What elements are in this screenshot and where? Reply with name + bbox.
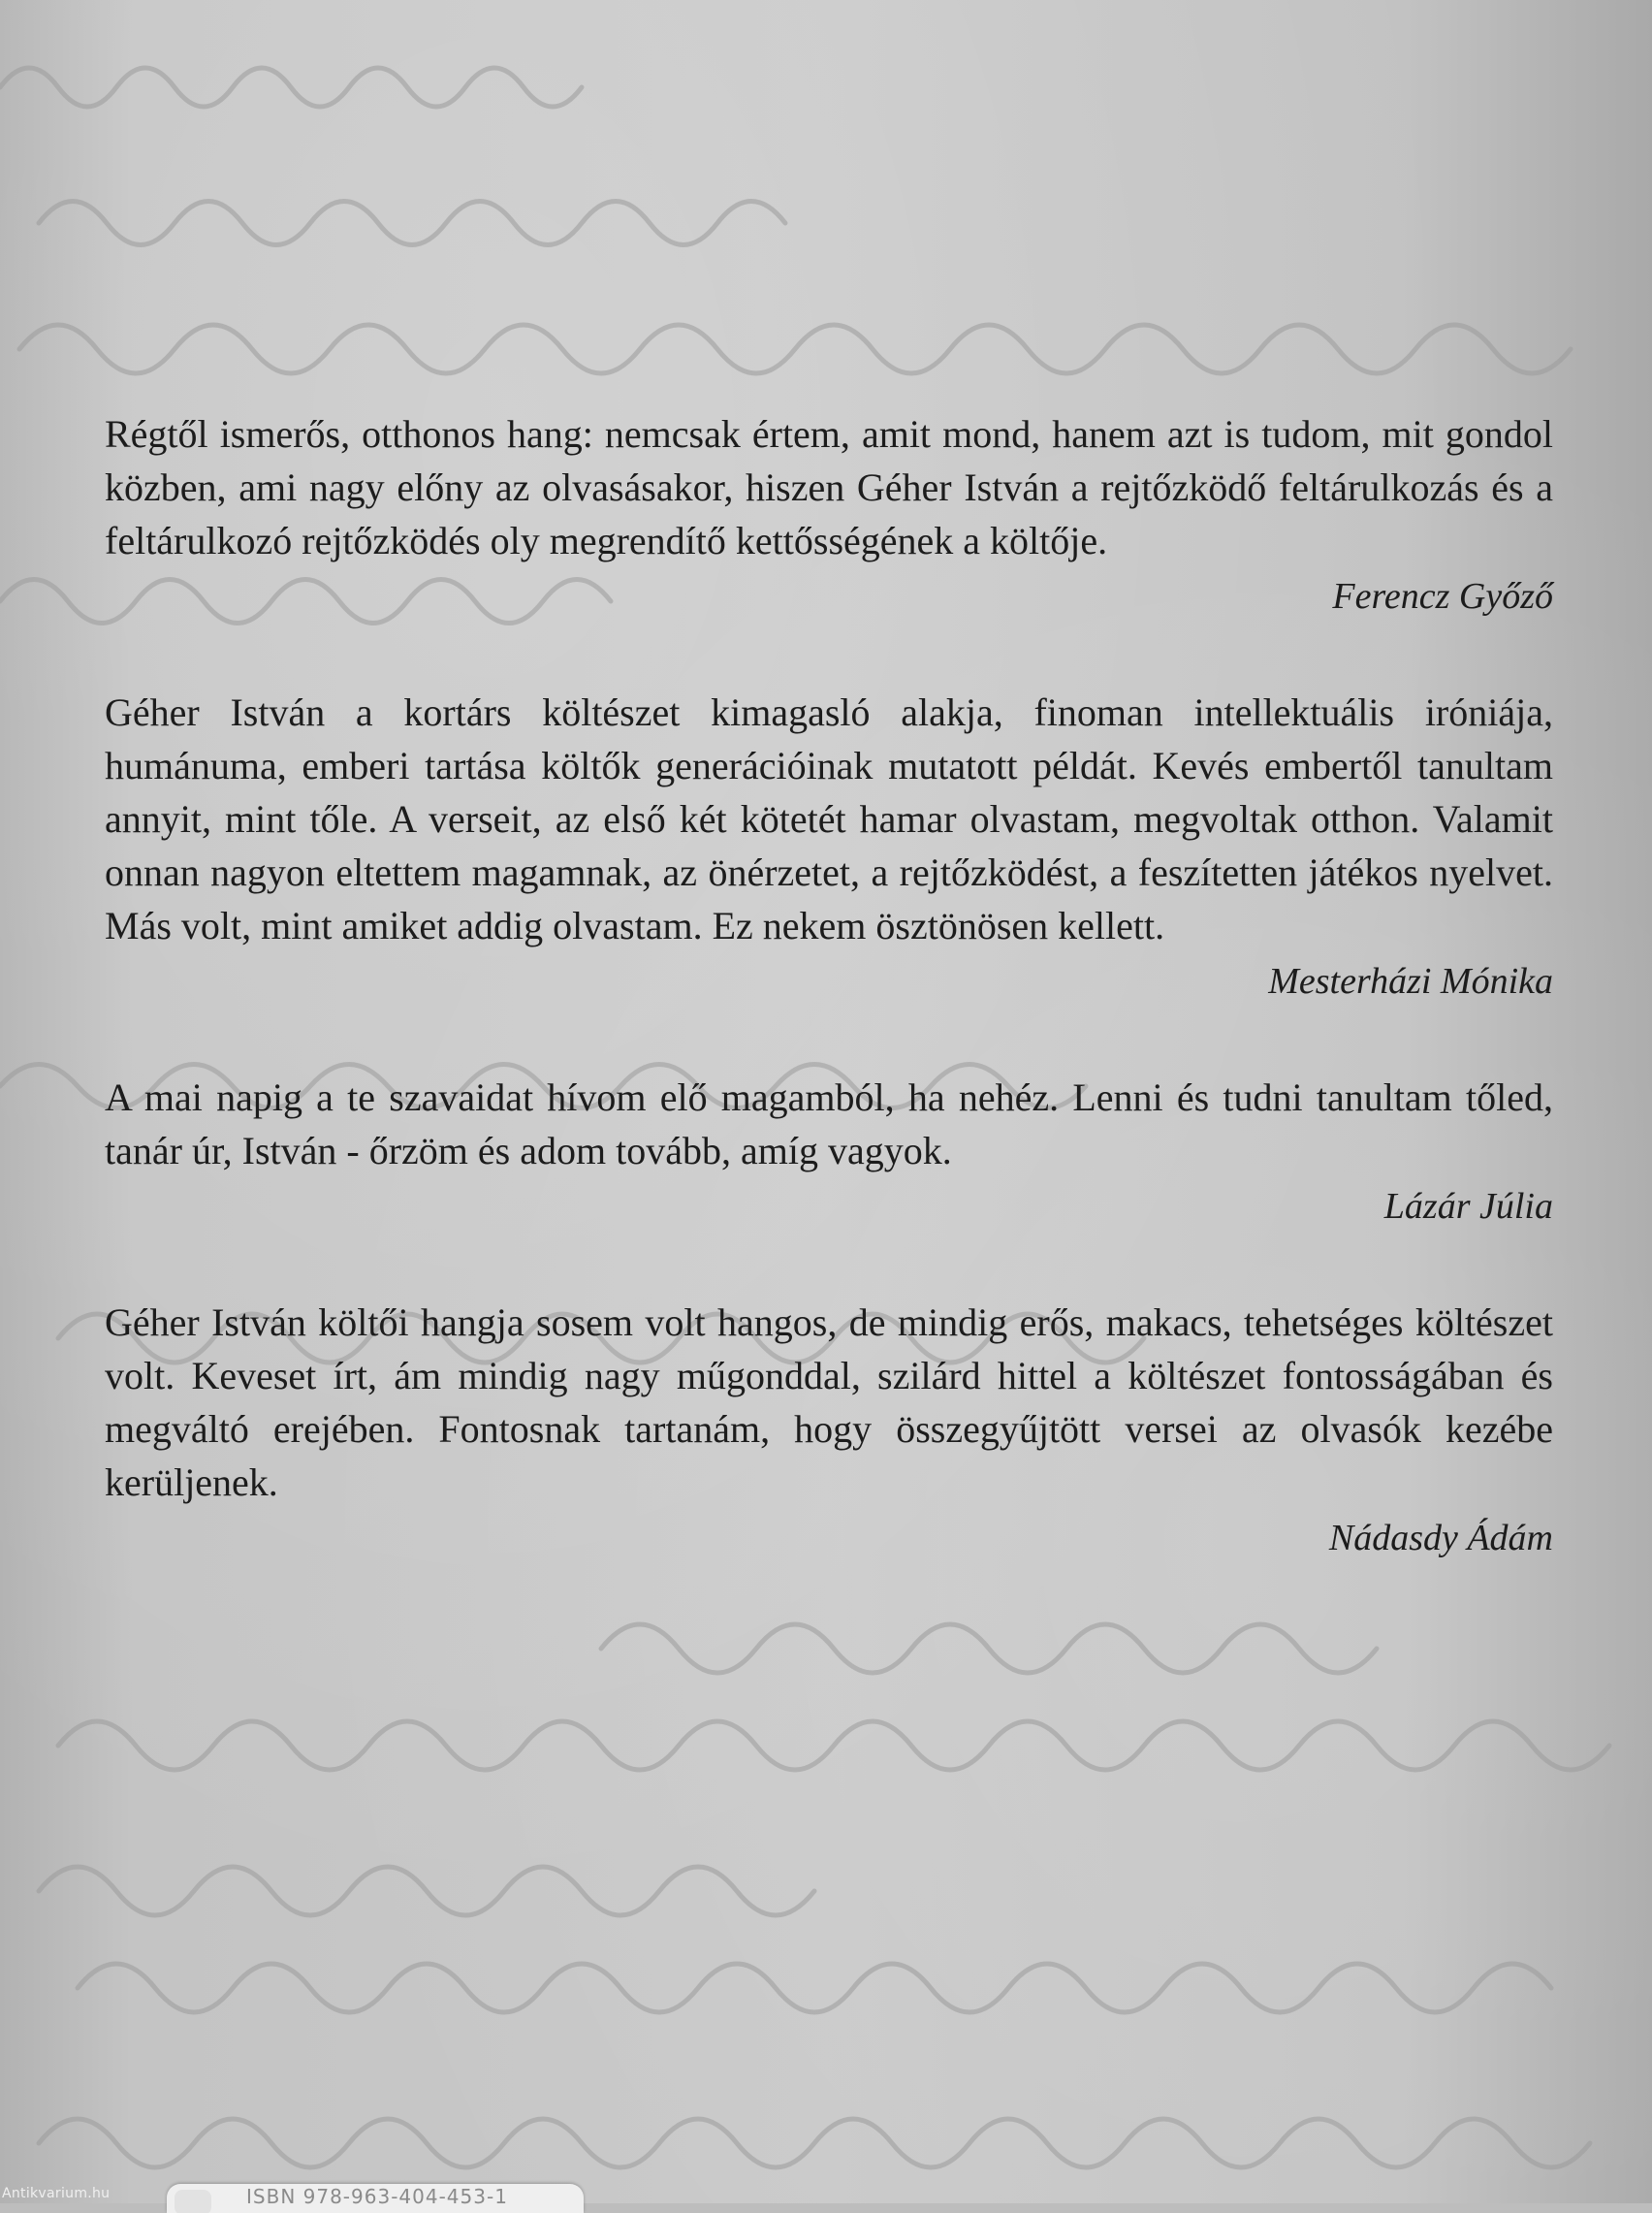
barcode-icon [175, 2190, 211, 2213]
quote-block [105, 407, 1553, 622]
quote-author: Lázár Júlia [1383, 1186, 1553, 1227]
quote-text: Régtől ismerős, otthonos hang: nemcsak értem, amit mond, hanem azt is tudom, mit gondol közben, ami nagy előny az olvasásakor, hiszen Géher István a rejtőzködő feltárulkozás és a feltárulkozó rejtőzködés oly megrendítő kettősségének a költője. [105, 412, 1553, 562]
quote-text: Géher István költői hangja sosem volt hangos, de mindig erős, makacs, tehetséges költészet volt. Keveset írt, ám mindig nagy műgonddal, szilárd hittel a költészet fontosságában és megváltó erejében. Fontosnak tartanám, hogy összegyűjtött versei az olvasók kezébe kerüljenek. [105, 1300, 1553, 1504]
quote-author: Nádasdy Ádám [1328, 1518, 1553, 1558]
quote-block [105, 1296, 1553, 1563]
isbn-text: ISBN 978-963-404-453-1 [246, 2185, 508, 2208]
site-watermark: Antikvarium.hu [2, 2186, 111, 2201]
isbn-label [167, 2184, 584, 2213]
quote-block [105, 1071, 1553, 1232]
quote-block [105, 686, 1553, 1007]
quote-author: Ferencz Győző [1332, 576, 1553, 617]
blurb-section [105, 407, 1553, 1627]
quote-author: Mesterházi Mónika [1268, 961, 1553, 1002]
quote-text: Géher István a kortárs költészet kimagasló alakja, finoman intellektuális iróniája, humánuma, emberi tartása költők generációinak mutatott példát. Kevés embertől tanultam annyit, mint tőle. A verseit, az első két kötetét hamar olvastam, megvoltak otthon. Valamit onnan nagyon eltettem magamnak, az önérzetet, a rejtőzködést, a feszítetten játékos nyelvet. Más volt, mint amiket addig olvastam. Ez nekem ösztönösen kellett. [105, 690, 1553, 947]
quote-text: A mai napig a te szavaidat hívom elő magamból, ha nehéz. Lenni és tudni tanultam tőled, tanár úr, István - őrzöm és adom tovább, amíg vagyok. [105, 1075, 1553, 1172]
